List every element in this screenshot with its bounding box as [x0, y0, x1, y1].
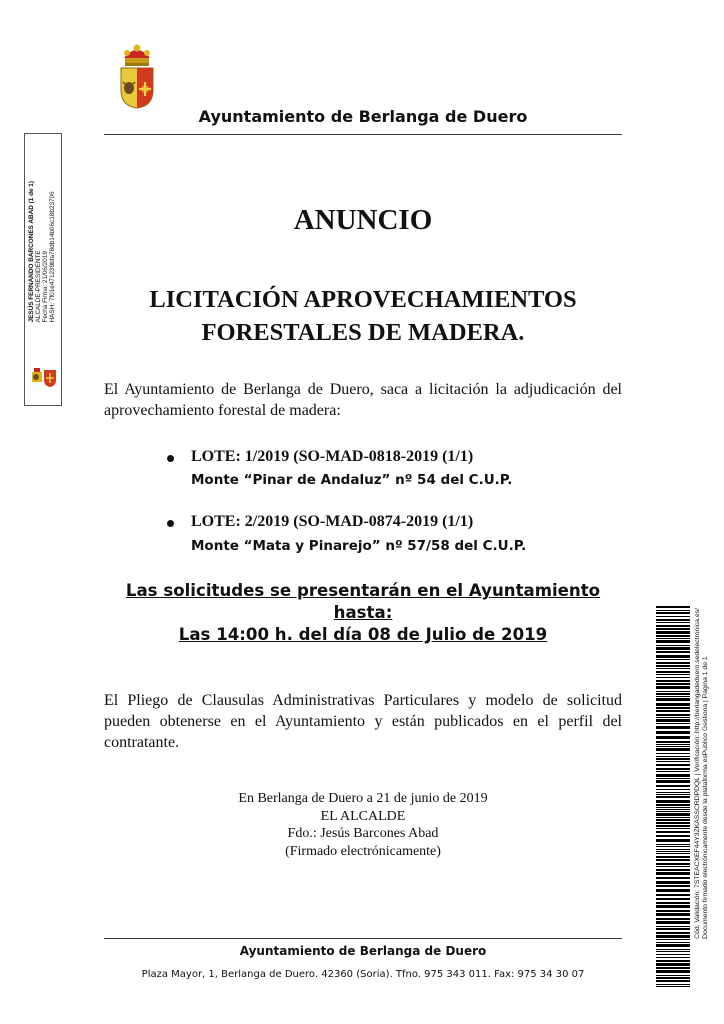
- barcode-bar: [656, 671, 690, 673]
- deadline-line-2: hasta:: [333, 603, 393, 622]
- document-subject: [104, 283, 622, 349]
- barcode-bar: [656, 849, 690, 850]
- barcode-bar: [656, 638, 690, 639]
- barcode-bar: [656, 984, 690, 985]
- intro-paragraph: El Ayuntamiento de Berlanga de Duero, saca a licitación la adjudicación del aprovechamiento forestal de madera:: [104, 381, 622, 419]
- barcode-bar: [656, 817, 690, 818]
- barcode-bar: [656, 918, 690, 920]
- barcode-bar: [656, 939, 690, 940]
- barcode-bar: [656, 856, 690, 858]
- subject-line-2: FORESTALES DE MADERA.: [201, 319, 525, 346]
- barcode-bar: [656, 723, 690, 724]
- barcode-bar: [656, 905, 690, 908]
- barcode-bar: [656, 761, 690, 762]
- barcode-bar: [656, 789, 690, 790]
- barcode-bar: [656, 921, 690, 924]
- header-title: Ayuntamiento de Berlanga de Duero: [198, 107, 528, 126]
- barcode-bar: [656, 668, 690, 669]
- verification-platform: Documento firmado electrónicamente desde la plataforma esPublico Gestiona | Página 1 de 1: [702, 656, 709, 939]
- barcode-bar: [656, 986, 690, 987]
- barcode-bar: [656, 825, 690, 827]
- barcode-bar: [656, 881, 690, 884]
- barcode-bar: [656, 942, 690, 943]
- header-divider: [104, 134, 622, 135]
- barcode-bar: [656, 960, 690, 962]
- barcode-bar: [656, 804, 690, 806]
- bullet-icon: [167, 520, 174, 527]
- barcode-bar: [656, 719, 690, 722]
- barcode-bar: [656, 662, 690, 664]
- barcode-bar: [656, 628, 690, 630]
- barcode-bar: [656, 635, 690, 637]
- barcode-bar: [656, 771, 690, 772]
- barcode-bar: [656, 655, 690, 658]
- barcode-bar: [656, 853, 690, 854]
- lote-2-title: LOTE: 2/2019 (SO-MAD-0874-2019 (1/1): [191, 513, 474, 530]
- barcode-bar: [656, 889, 690, 892]
- barcode-bar: [656, 696, 690, 697]
- barcode-bar: [656, 910, 690, 912]
- bullet-icon: [167, 455, 174, 462]
- barcode-bar: [656, 913, 690, 916]
- barcode-bar: [656, 707, 690, 709]
- lote-1-monte: Monte “Pinar de Andaluz” nº 54 del C.U.P.: [191, 472, 513, 488]
- barcode-bar: [656, 680, 690, 682]
- stamp-date: Fecha Firma: 21/06/2019: [42, 251, 49, 323]
- verification-code: Cód. Validación: 7STEACXEF44Y3ZKASSCRDPDQL | Verificación: http://berlangadeduero.sedelectronica.es/: [694, 608, 701, 939]
- barcode-bar: [656, 866, 690, 867]
- barcode-bar: [656, 809, 690, 810]
- barcode-bar: [656, 640, 690, 643]
- barcode-bar: [656, 822, 690, 824]
- barcode-bar: [656, 746, 690, 747]
- barcode-bar: [656, 780, 690, 783]
- barcode-bar: [656, 898, 690, 900]
- barcode-bar: [656, 807, 690, 808]
- barcode-bar: [656, 778, 690, 779]
- barcode-bar: [656, 885, 690, 887]
- barcode-bar: [656, 794, 690, 795]
- barcode-bar: [656, 645, 690, 646]
- barcode-bar: [656, 869, 690, 871]
- barcode-bar: [656, 731, 690, 734]
- verification-text: [692, 606, 714, 986]
- barcode-bar: [656, 768, 690, 770]
- stamp-signer: JESÚS FERNANDO BARCONES ABAD (1 de 1): [28, 181, 35, 323]
- barcode-bar: [656, 726, 690, 729]
- stamp-hash: HASH: 7f01e471239bfa78db14b06c18b23706: [49, 191, 56, 323]
- signature-role: EL ALCALDE: [320, 808, 406, 824]
- stamp-crest-icon: [30, 366, 58, 388]
- barcode-bar: [656, 674, 690, 675]
- barcode-bar: [656, 926, 690, 927]
- barcode-bar: [656, 677, 690, 678]
- deadline-line-3: Las 14:00 h. del día 08 de Julio de 2019: [178, 625, 548, 644]
- barcode-bar: [656, 758, 690, 760]
- signature-note: (Firmado electrónicamente): [285, 843, 441, 859]
- document-heading: ANUNCIO: [293, 204, 433, 236]
- barcode-bar: [656, 970, 690, 973]
- barcode-bar: [656, 714, 690, 716]
- barcode-bar: [656, 631, 690, 634]
- signature-block: [104, 790, 622, 860]
- barcode-bar: [656, 698, 690, 701]
- barcode-bar: [656, 796, 690, 798]
- footer-address: Plaza Mayor, 1, Berlanga de Duero. 42360 (Soria). Tfno. 975 343 011. Fax: 975 34 30 07: [141, 969, 585, 980]
- barcode-bar: [656, 651, 690, 653]
- barcode-bar: [656, 647, 690, 650]
- barcode-bar: [656, 736, 690, 739]
- barcode-bar: [656, 691, 690, 692]
- pliego-paragraph: El Pliego de Clausulas Administrativas Particulares y modelo de solicitud pueden obtenerse en el Ayuntamiento y están publicados en el perfil del contratante.: [104, 692, 622, 751]
- lote-2-monte: Monte “Mata y Pinarejo” nº 57/58 del C.U.P.: [191, 538, 527, 554]
- barcode-bar: [656, 894, 690, 896]
- barcode-bar: [656, 710, 690, 712]
- barcode-bar: [656, 954, 690, 955]
- barcode-bar: [656, 800, 690, 803]
- barcode-bar: [656, 741, 690, 743]
- barcode-bar: [656, 792, 690, 793]
- barcode-bar: [656, 785, 690, 787]
- barcode-bar: [656, 932, 690, 934]
- barcode-bar: [656, 928, 690, 930]
- barcode-bar: [656, 859, 690, 861]
- barcode-bar: [656, 863, 690, 865]
- signature-place-date: En Berlanga de Duero a 21 de junio de 2019: [238, 791, 488, 806]
- barcode-bar: [656, 683, 690, 685]
- signature-name: Fdo.: Jesús Barcones Abad: [287, 826, 439, 841]
- barcode-bar: [656, 774, 690, 777]
- footer-divider: [104, 938, 622, 939]
- barcode-bar: [656, 935, 690, 938]
- subject-line-1: LICITACIÓN APROVECHAMIENTOS: [149, 286, 577, 313]
- barcode-bar: [656, 764, 690, 766]
- barcode-bar: [656, 813, 690, 816]
- barcode-bar: [656, 703, 690, 706]
- barcode-bar: [656, 975, 690, 976]
- footer-title: Ayuntamiento de Berlanga de Duero: [239, 944, 487, 958]
- lote-1-title: LOTE: 1/2019 (SO-MAD-0818-2019 (1/1): [191, 448, 474, 465]
- barcode-bar: [656, 665, 690, 667]
- barcode-bar: [656, 949, 690, 950]
- barcode-bar: [656, 619, 690, 621]
- barcode-icon: [656, 606, 690, 988]
- signature-stamp: [24, 133, 62, 368]
- barcode-bar: [656, 606, 690, 608]
- barcode-bar: [656, 951, 690, 952]
- deadline-notice: [104, 580, 622, 646]
- barcode-bar: [656, 902, 690, 904]
- deadline-line-1: Las solicitudes se presentarán en el Ayuntamiento: [125, 581, 601, 600]
- barcode-bar: [656, 846, 690, 847]
- coat-of-arms-icon: [118, 44, 156, 110]
- barcode-bar: [656, 616, 690, 617]
- barcode-bar: [656, 967, 690, 969]
- barcode-bar: [656, 753, 690, 754]
- barcode-bar: [656, 610, 690, 611]
- barcode-bar: [656, 851, 690, 852]
- barcode-bar: [656, 944, 690, 947]
- barcode-bar: [656, 957, 690, 958]
- barcode-bar: [656, 659, 690, 660]
- barcode-bar: [656, 622, 690, 623]
- barcode-bar: [656, 811, 690, 812]
- barcode-bar: [656, 819, 690, 821]
- barcode-bar: [656, 977, 690, 979]
- barcode-bar: [656, 693, 690, 695]
- barcode-bar: [656, 844, 690, 845]
- barcode-bar: [656, 835, 690, 837]
- barcode-bar: [656, 612, 690, 614]
- stamp-role: ALCALDE-PRESIDENTE: [35, 250, 42, 323]
- barcode-bar: [656, 872, 690, 875]
- barcode-bar: [656, 828, 690, 829]
- barcode-bar: [656, 980, 690, 982]
- barcode-bar: [656, 877, 690, 879]
- barcode-bar: [656, 963, 690, 966]
- barcode-bar: [656, 744, 690, 745]
- barcode-bar: [656, 831, 690, 833]
- barcode-bar: [656, 686, 690, 689]
- barcode-bar: [656, 748, 690, 751]
- barcode-bar: [656, 756, 690, 757]
- barcode-bar: [656, 839, 690, 842]
- barcode-bar: [656, 625, 690, 627]
- barcode-bar: [656, 717, 690, 718]
- signature-stamp-text: [28, 181, 56, 322]
